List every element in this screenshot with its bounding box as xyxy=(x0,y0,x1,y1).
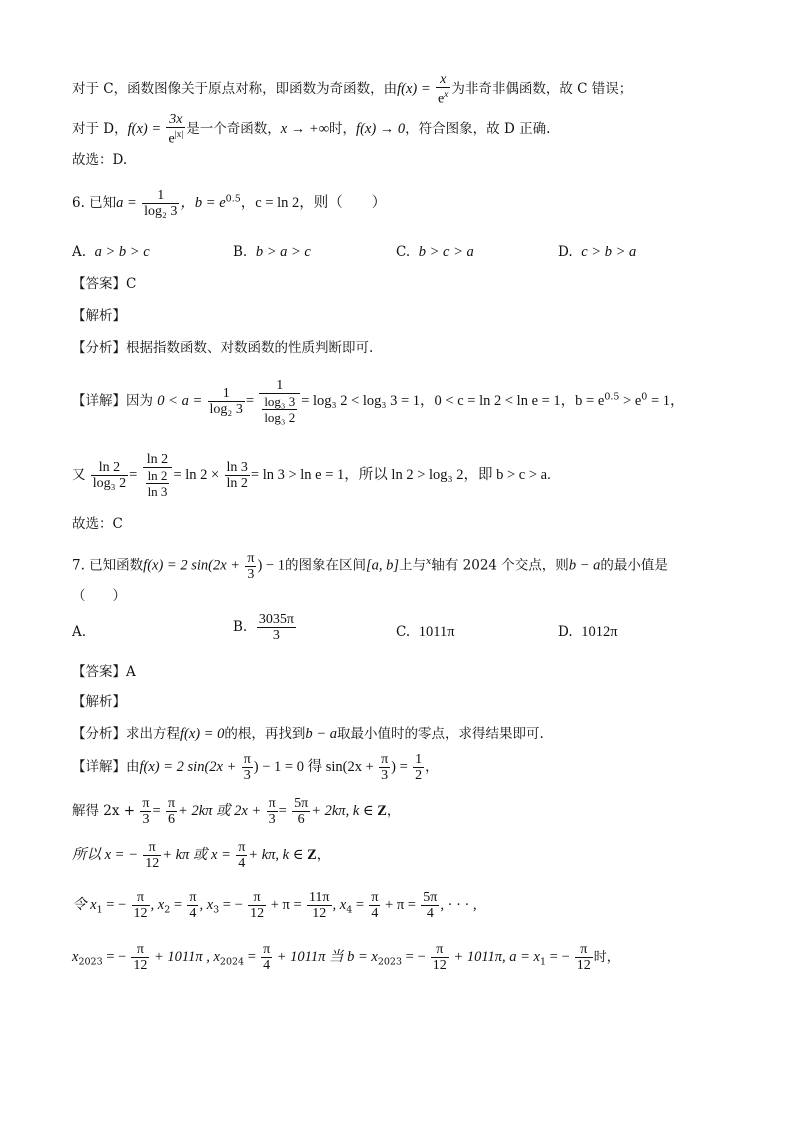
q5-option-c-analysis: 对于 C，函数图像关于原点对称，即函数为奇函数，由f(x) = $\frac{x}{e^x}$ 为非奇非偶函数，故 C 错误； xyxy=(72,72,633,107)
q6-option-c: C. b > c > a xyxy=(396,244,474,260)
q7-option-a: A. xyxy=(72,624,87,640)
fraction: $\frac{3x}{e^{|x|}}$ xyxy=(168,112,184,147)
q6-option-b: B. b > a > c xyxy=(233,244,311,260)
q7-detail-line-5: $x_{2023}$ = − $\frac{\pi}{12}$ + 1011π , $x_{2024}$ = $\frac{\pi}{4}$ + 1011π 当 $b = x_{2023}$ = − $\frac{\pi}{12}$ + 1011π, $a = x_1$ = − $\frac{\pi}{12}$ 时， xyxy=(72,942,620,973)
q7-detail-line-2: 解得 2x + $\frac{\pi}{3}$ = $\frac{\pi}{6}$ + 2kπ 或 2x + $\frac{\pi}{3}$ = $\frac{5\pi}{6}$ + 2kπ, k ∈ Z， xyxy=(72,796,401,827)
q7-fenxi: 【分析】求出方程f(x) = 0的根，再找到b − a取最小值时的零点，求得结果即可. xyxy=(72,726,544,742)
q7-option-c: C. 1011π xyxy=(396,624,455,640)
q6-option-d: D. c > b > a xyxy=(558,244,637,260)
q6-answer-line: 故选：C xyxy=(72,516,123,532)
q5-answer-line: 故选：D. xyxy=(72,152,128,168)
q7-analysis-tag: 【解析】 xyxy=(72,694,126,710)
q5-option-d-analysis: 对于 D，f(x) = $\frac{3x}{e^{|x|}}$ 是一个奇函数，x → +∞时，f(x) → 0，符合图象，故 D 正确. xyxy=(72,112,551,147)
q7-stem: 7. 已知函数f(x) = 2 sin(2x + $\frac{\pi}{3}$ ) − 1的图象在区间[a, b]上与$^x$轴有 2024 个交点，则b − a的最小值是 xyxy=(72,550,668,582)
q6-analysis-tag: 【解析】 xyxy=(72,308,126,324)
q7-option-d: D. 1012π xyxy=(558,624,618,640)
q7-option-b: B. $\frac{3035\pi}{3}$ xyxy=(233,612,294,643)
fraction: $\frac{1}{\text{log₂ 3}}$ xyxy=(144,188,178,219)
q6-detail-line-1: 【详解】因为 0 < a = $\frac{1}{\text{log₂ 3}}$ = $\frac{1}{\frac{\text{log₃ 3}}{\text{log₃ 2}}}$ = log₃ 2 < log₃ 3 = 1，0 < c = ln 2 < ln e = 1，$b = e^{0.5} > e^0 = 1$， xyxy=(72,378,685,425)
q6-option-a: A. a > b > c xyxy=(72,244,150,260)
q7-answer: 【答案】A xyxy=(72,664,136,680)
q7-detail-line-3: 所以 x = − $\frac{\pi}{12}$ + kπ 或 x = $\frac{\pi}{4}$ + kπ, k ∈ Z， xyxy=(72,840,331,871)
q6-stem: 6. 已知a = $\frac{1}{\text{log₂ 3}}$ ，$b = e^{0.5}$，c = ln 2，则（ ） xyxy=(72,188,387,219)
q6-fenxi: 【分析】根据指数函数、对数函数的性质判断即可. xyxy=(72,340,374,356)
q6-detail-line-2: 又 $\frac{\ln 2}{\text{log₃ 2}}$ = $\frac{\ln 2}{\frac{\ln 2}{\ln 3}}$ = ln 2 × $\frac{\ln 3}{\ln 2}$ = ln 3 > ln e = 1，所以 ln 2 > log₃ 2，即 b > c > a. xyxy=(72,452,551,499)
q7-detail-line-1: 【详解】由f(x) = 2 sin(2x + $\frac{\pi}{3}$ ) − 1 = 0 得 sin(2x + $\frac{\pi}{3}$ ) = $\frac{1}{2}$ ， xyxy=(72,752,439,783)
q7-detail-line-4: 令 $x_1$ = − $\frac{\pi}{12}$ , $x_2$ = $\frac{\pi}{4}$ , $x_3$ = − $\frac{\pi}{12}$ + π = $\frac{11\pi}{12}$ , $x_4$ = $\frac{\pi}{4}$ + π = $\frac{5\pi}{4}$ , · · · , xyxy=(72,890,477,921)
q7-paren: （ ） xyxy=(72,588,126,604)
q6-answer: 【答案】C xyxy=(72,276,137,292)
fraction: $\frac{x}{e^x}$ xyxy=(437,72,449,107)
